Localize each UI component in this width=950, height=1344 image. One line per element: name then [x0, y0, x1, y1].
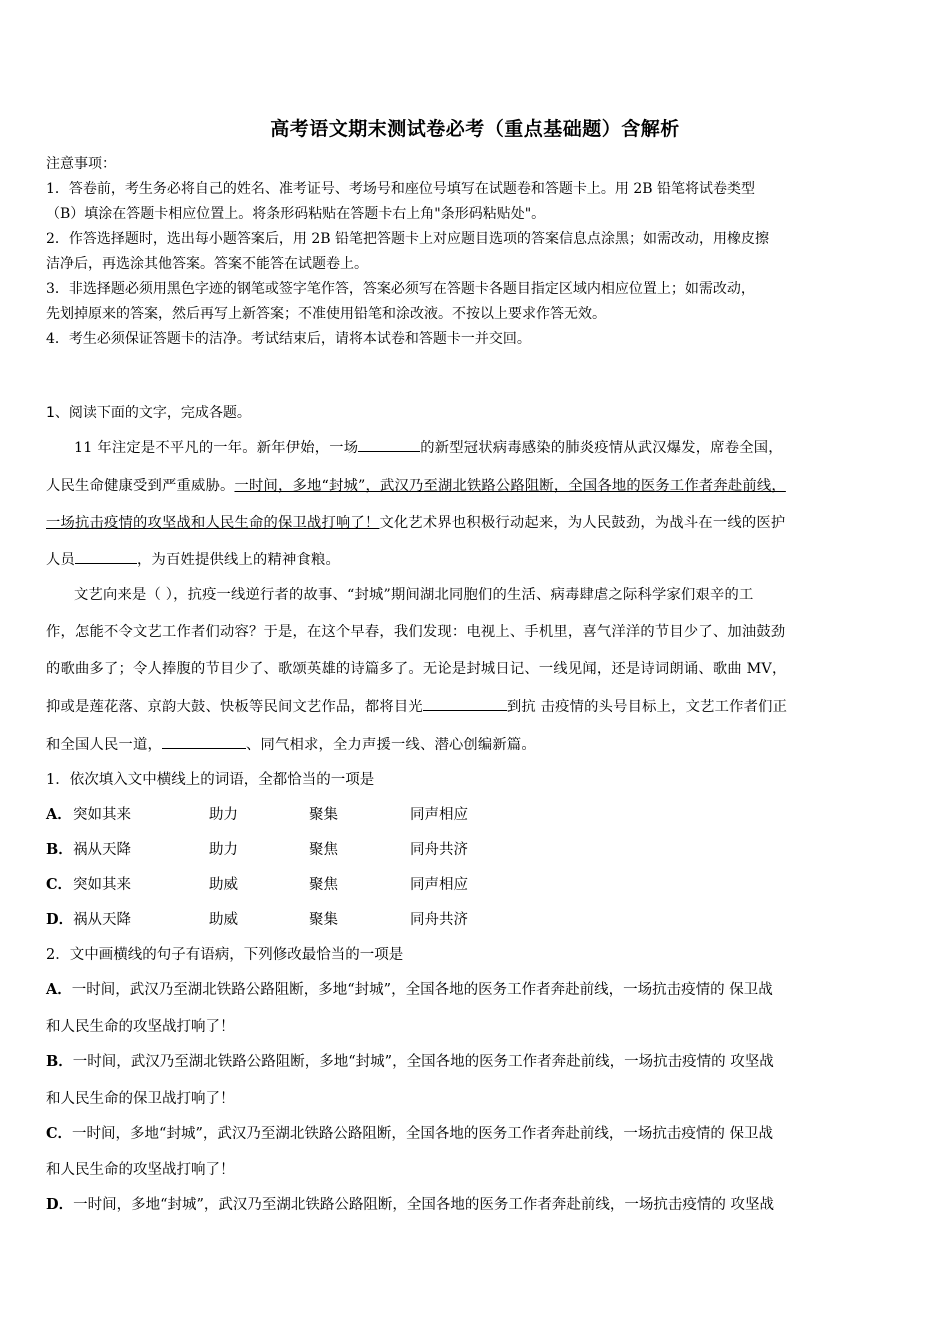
essay-text: 和全国人民一道，: [46, 737, 162, 753]
essay-line: [46, 734, 918, 754]
essay-text: 11 年注定是不平凡的一年。新年伊始，一场: [74, 440, 359, 456]
option-word: 同舟共济: [410, 842, 468, 858]
essay-line: [46, 696, 918, 716]
option-word: 聚集: [309, 912, 338, 928]
notice-heading: 注意事项：: [46, 156, 116, 172]
option-letter: D．: [46, 911, 74, 928]
question-2-stem: 2．文中画横线的句子有语病，下列修改最恰当的一项是: [46, 947, 404, 963]
option-text: 一时间，武汉乃至湖北铁路公路阻断，多地“封城”，全国各地的医务工作者奔赴前线，一场抗击疫情的 攻坚战: [72, 1054, 774, 1070]
option-word: 同声相应: [410, 877, 468, 893]
option-word: 助威: [209, 877, 238, 893]
option-word: 祸从天降: [73, 842, 131, 858]
option-word: 同声相应: [410, 807, 468, 823]
option-letter: A．: [46, 806, 72, 823]
notice-line: 1．答卷前，考生务必将自己的姓名、准考证号、考场号和座位号填写在试题卷和答题卡上。用 2B 铅笔将试卷类型: [46, 181, 755, 197]
option-text: 一时间，武汉乃至湖北铁路公路阻断，多地“封城”，全国各地的医务工作者奔赴前线，一场抗击疫情的 保卫战: [71, 982, 773, 998]
notice-line: 先划掉原来的答案，然后再写上新答案；不准使用铅笔和涂改液。不按以上要求作答无效。: [46, 306, 606, 322]
option-text-continued: 和人民生命的攻坚战打响了！: [46, 1162, 235, 1178]
essay-text: 、同气相求，全力声援一线、潜心创编新篇。: [245, 737, 536, 753]
question-2-option-d[interactable]: [46, 1193, 774, 1214]
essay-text: 的新型冠状病毒感染的肺炎疫情从武汉爆发，席卷全国，: [420, 440, 783, 456]
essay-line: [46, 437, 946, 457]
fill-blank-3: [423, 696, 507, 711]
fill-blank-4: [162, 734, 246, 749]
option-word: 助力: [209, 842, 238, 858]
option-letter: A．: [46, 981, 72, 998]
option-word: 突如其来: [73, 807, 131, 823]
option-word: 助力: [209, 807, 238, 823]
question-2-option-b[interactable]: [46, 1050, 774, 1071]
essay-text: 人员: [46, 552, 75, 568]
notice-line: （B）填涂在答题卡相应位置上。将条形码粘贴在答题卡右上角"条形码粘贴处"。: [46, 206, 546, 222]
option-word: 聚焦: [309, 877, 338, 893]
option-text: 一时间，多地“封城”，武汉乃至湖北铁路公路阻断，全国各地的医务工作者奔赴前线，一场抗击疫情的 保卫战: [72, 1126, 773, 1142]
fill-blank-2: [75, 549, 137, 564]
option-letter: D．: [46, 1196, 74, 1213]
notice-line: 3．非选择题必须用黑色字迹的钢笔或签字笔作答，答案必须写在答题卡各题目指定区域内相应位置上；如需改动，: [46, 281, 755, 297]
section-intro: 1、阅读下面的文字，完成各题。: [46, 405, 251, 421]
option-word: 聚焦: [309, 842, 338, 858]
essay-line: 文艺向来是（ ），抗疫一线逆行者的故事、“封城”期间湖北同胞们的生活、病毒肆虐之际科学家们艰辛的工: [74, 587, 754, 603]
fill-blank-1: [358, 437, 420, 452]
notice-line: 洁净后，再选涂其他答案。答案不能答在试题卷上。: [46, 256, 368, 272]
option-text-continued: 和人民生命的保卫战打响了！: [46, 1091, 235, 1107]
essay-line: 的歌曲多了；令人捧腹的节目少了、歌颂英雄的诗篇多了。无论是封城日记、一线见闻，还是诗词朗诵、歌曲 MV，: [46, 661, 787, 677]
essay-text: 抑或是莲花落、京韵大鼓、快板等民间文艺作品，都将目光: [46, 699, 423, 715]
option-word: 突如其来: [73, 877, 131, 893]
notice-line: 4．考生必须保证答题卡的洁净。考试结束后，请将本试卷和答题卡一并交回。: [46, 331, 531, 347]
option-letter: B．: [46, 841, 73, 858]
essay-text: 人民生命健康受到严重威胁。: [46, 478, 235, 494]
underlined-sentence: 一场抗击疫情的攻坚战和人民生命的保卫战打响了！: [46, 515, 380, 531]
option-word: 祸从天降: [73, 912, 131, 928]
essay-text: 文化艺术界也积极行动起来，为人民鼓劲，为战斗在一线的医护: [379, 515, 786, 531]
essay-line: [46, 549, 918, 569]
essay-line: [46, 512, 918, 532]
option-word: 同舟共济: [410, 912, 468, 928]
option-text: 一时间，多地“封城”，武汉乃至湖北铁路公路阻断，全国各地的医务工作者奔赴前线，一场抗击疫情的 攻坚战: [73, 1197, 775, 1213]
option-letter: C．: [46, 876, 73, 893]
question-2-option-a[interactable]: [46, 978, 773, 999]
option-word: 聚集: [309, 807, 338, 823]
page-title: 高考语文期末测试卷必考（重点基础题）含解析: [270, 118, 680, 140]
essay-text: ，为百姓提供线上的精神食粮。: [137, 552, 340, 568]
question-1-stem: 1．依次填入文中横线上的词语，全都恰当的一项是: [46, 772, 375, 788]
essay-line: 作，怎能不令文艺工作者们动容？于是，在这个早春，我们发现：电视上、手机里，喜气洋洋的节目少了、加油鼓劲: [46, 624, 786, 640]
option-text-continued: 和人民生命的攻坚战打响了！: [46, 1019, 235, 1035]
notice-line: 2．作答选择题时，选出每小题答案后，用 2B 铅笔把答题卡上对应题目选项的答案信息点涂黑；如需改动，用橡皮擦: [46, 231, 769, 247]
option-letter: C．: [46, 1125, 73, 1142]
essay-text: 到抗 击疫情的头号目标上，文艺工作者们正: [506, 699, 788, 715]
underlined-sentence: 一时间，多地“封城”，武汉乃至湖北铁路公路阻断，全国各地的医务工作者奔赴前线，: [234, 478, 786, 494]
option-letter: B．: [46, 1053, 73, 1070]
essay-line: [46, 475, 918, 495]
question-2-option-c[interactable]: [46, 1122, 773, 1143]
option-word: 助威: [209, 912, 238, 928]
